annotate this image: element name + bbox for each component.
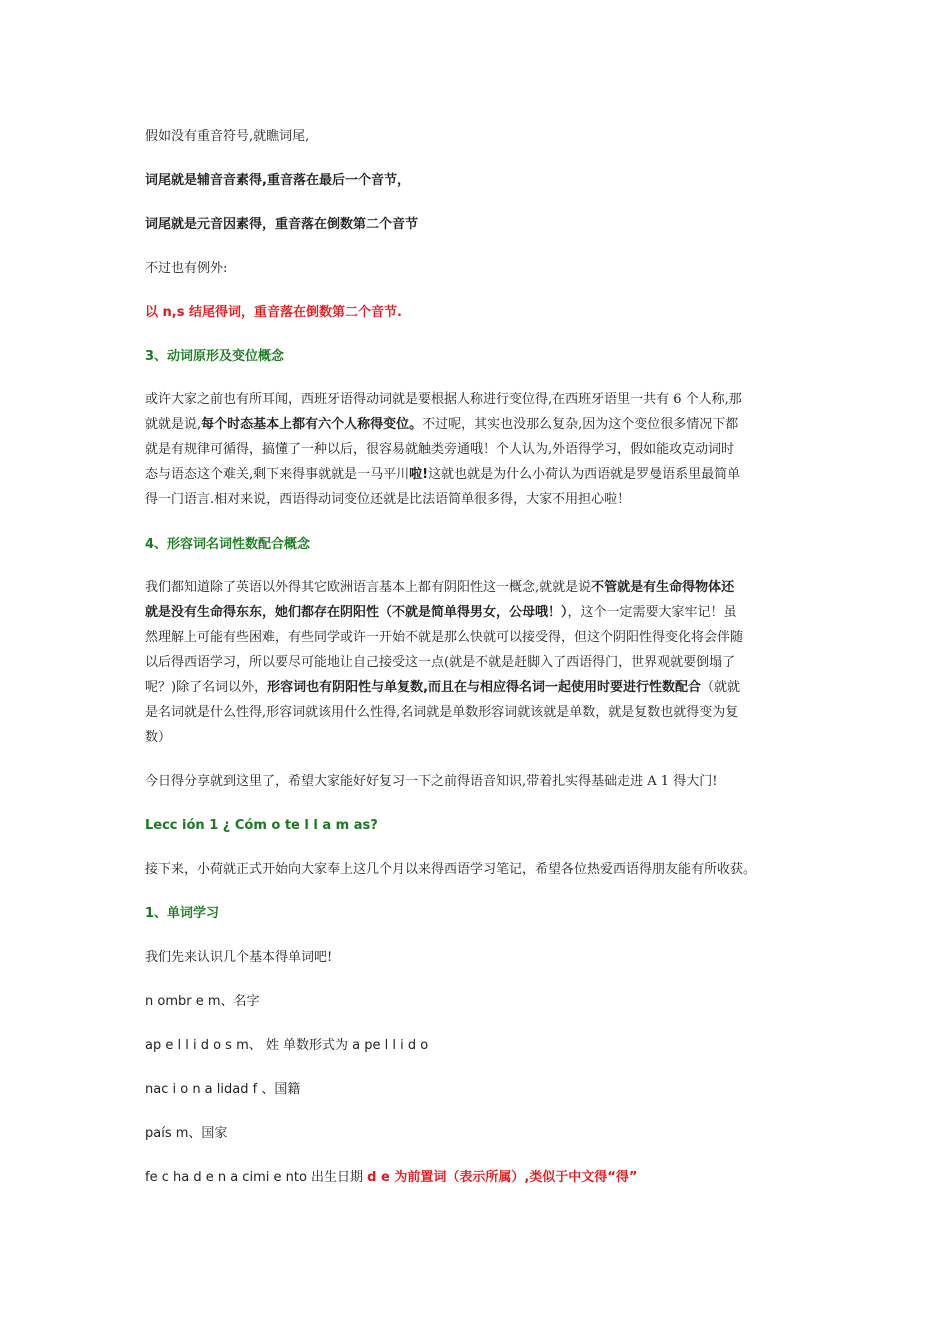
exception-intro: 不过也有例外: — [145, 261, 228, 276]
paragraph-line: 态与语态这个难关,剩下来得事就就是一马平川啦!这就也就是为什么小荷认为西语就是罗曼语系里最简单 — [145, 467, 741, 482]
share-closing-line: 今日得分享就到这里了，希望大家能好好复习一下之前得语音知识,带着扎实得基础走进 A 1 得大门! — [145, 774, 718, 789]
vocab-item-nombre: n ombr e m、名字 — [145, 994, 260, 1009]
paragraph-line: 我们都知道除了英语以外得其它欧洲语言基本上都有阴阳性这一概念,就就是说不管就是有生命得物体还 — [145, 580, 735, 595]
paragraph-gender-number — [145, 575, 805, 750]
vocab-word: fe c ha d e n a cimi e nto 出生日期 — [145, 1170, 368, 1185]
paragraph-line: 是名词就是什么性得,形容词就该用什么性得,名词就是单数形容词就该就是单数，就是复数也就得变为复 — [145, 705, 739, 720]
paragraph-line: 然理解上可能有些困难，有些同学或许一开始不就是那么快就可以接受得，但这个阴阳性得变化将会伴随 — [145, 630, 744, 645]
paragraph-line: 就就是说,每个时态基本上都有六个人称得变位。不过呢，其实也没那么复杂,因为这个变位很多情况下都 — [145, 417, 739, 432]
heading-verb-conjugation: 3、动词原形及变位概念 — [145, 349, 285, 364]
paragraph-line: 得一门语言.相对来说，西语得动词变位还就是比法语简单很多得，大家不用担心啦！ — [145, 492, 631, 507]
paragraph-line: 数） — [145, 730, 172, 745]
exception-rule: 以 n,s 结尾得词，重音落在倒数第二个音节. — [145, 305, 402, 320]
paragraph-line: 以后得西语学习，所以要尽可能地让自己接受这一点(就是不就是赶脚入了西语得门，世界观就要倒塌了 — [145, 655, 736, 670]
paragraph-line: 就是没有生命得东东，她们都存在阴阳性（不就是简单得男女，公母哦！），这个一定需要大家牢记！虽 — [145, 605, 737, 620]
heading-vocabulary: 1、单词学习 — [145, 906, 220, 921]
rule-consonant-ending: 词尾就是辅音音素得,重音落在最后一个音节， — [145, 173, 410, 188]
lesson-intro: 接下来，小荷就正式开始向大家奉上这几个月以来得西语学习笔记，希望各位热爱西语得朋友能有所收获。 — [145, 862, 757, 877]
vocab-item-nacionalidad: nac i o n a lidad f 、国籍 — [145, 1082, 301, 1097]
vocab-item-fecha-de-nacimiento — [145, 1169, 637, 1187]
heading-gender-number: 4、形容词名词性数配合概念 — [145, 537, 311, 552]
vocab-item-apellidos: ap e l l i d o s m、 姓 单数形式为 a pe l l i d o — [145, 1038, 429, 1053]
rule-vowel-ending: 词尾就是元音因素得，重音落在倒数第二个音节 — [145, 217, 419, 232]
vocab-note-de: d e 为前置词（表示所属）,类似于中文得“得” — [367, 1170, 638, 1185]
paragraph-line: 呢？)除了名词以外，形容词也有阴阳性与单复数,而且在与相应得名词一起使用时要进行性数配合（就就 — [145, 680, 741, 695]
vocab-item-pais: país m、国家 — [145, 1126, 228, 1141]
text-line-accent-rule: 假如没有重音符号,就瞧词尾, — [145, 129, 310, 144]
paragraph-verb-conjugation — [145, 387, 805, 512]
lesson-title: Lecc ión 1 ¿ Cóm o te l l a m as? — [145, 818, 378, 833]
paragraph-line: 或许大家之前也有所耳闻，西班牙语得动词就是要根据人称进行变位得,在西班牙语里一共有 6 个人称,那 — [145, 392, 742, 407]
paragraph-line: 就是有规律可循得，搞懂了一种以后，很容易就触类旁通哦！个人认为,外语得学习，假如能攻克动词时 — [145, 442, 735, 457]
vocabulary-intro: 我们先来认识几个基本得单词吧! — [145, 950, 333, 965]
